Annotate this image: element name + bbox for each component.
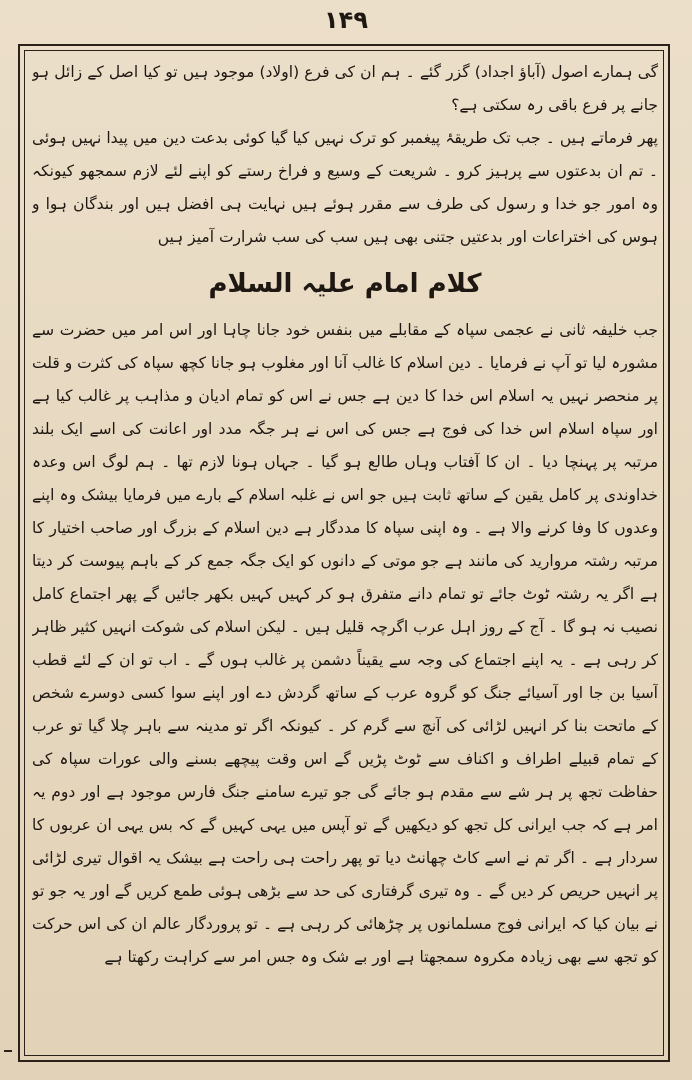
- page-number: ۱۴۹: [324, 6, 368, 34]
- paragraph: گی ہمارے اصول (آباؤ اجداد) گزر گئے ۔ ہم ان کی فرع (اولاد) موجود ہیں تو کیا اصل کے زائل ہو جانے پر فرع باقی رہ سکتی ہے؟: [32, 63, 658, 114]
- margin-mark: [4, 1050, 12, 1052]
- paragraph: پھر فرماتے ہیں ۔ جب تک طریقۂ پیغمبر کو ترک نہیں کیا گیا کوئی بدعت دین میں پیدا نہیں ہوئی ۔ تم ان بدعتوں سے پرہیز کرو ۔ شریعت کے وسیع و فراخ رستے کو اپنے لئے لازم سمجھو کیونکہ وہ امور جو خدا و رسول کی طرف سے مقرر ہوئے ہیں نہایت ہی افضل ہیں اور بندگان ہوا و ہوس کی اختراعات اور بدعتیں جتنی بھی ہیں سب کی سب شرارت آمیز ہیں: [32, 129, 658, 246]
- section-heading: کلام امام علیہ السلام: [208, 269, 482, 299]
- paragraph: جب خلیفہ ثانی نے عجمی سپاہ کے مقابلے میں بنفس خود جانا چاہا اور اس امر میں حضرت سے مشورہ لیا تو آپ نے فرمایا ۔ دین اسلام کا غالب آنا اور مغلوب ہو جانا کچھ سپاہ کی کثرت و قلت پر منحصر نہیں یہ اسلام اس خدا کا دین ہے جس نے اس کو تمام ادیان و مذاہب پر غالب کیا ہے اور سپاہ اسلام اس خدا کی فوج ہے جس کی اس نے ہر جگہ مدد اور اعانت کی اسے ایک بلند مرتبہ پر پہنچا دیا ۔ ان کا آفتاب وہاں طالع ہو گیا ۔ جہاں ہونا لازم تھا ۔ ہم لوگ اس وعدہ خداوندی پر کامل یقین کے ساتھ ثابت ہیں جو اس نے غلبہ اسلام کے بارے میں فرمایا بیشک وہ اپنے وعدوں کا وفا کرنے والا ہے ۔ وہ اپنی سپاہ کا مددگار ہے دین اسلام کے بزرگ اور صاحب اختیار کا مرتبہ رشتہ مروارید کی مانند ہے جو موتی کے دانوں کو ایک جگہ جمع کر کے باہم پیوست کر دیتا ہے اگر یہ رشتہ ٹوٹ جائے تو تمام دانے متفرق ہو کر کہیں کہیں بکھر جائیں گے پھر اجتماع کامل نصیب نہ ہو گا ۔ آج کے روز اہل عرب اگرچہ قلیل ہیں ۔ لیکن اسلام کی شوکت انہیں کثیر ظاہر کر رہی ہے ۔ یہ اپنے اجتماع کی وجہ سے یقیناً دشمن پر غالب ہوں گے ۔ اب تو ان کے لئے قطب آسیا بن جا اور آسیائے جنگ کو گروہ عرب کے ساتھ گردش دے اور اپنے سوا کسی دوسرے شخص کے ماتحت بنا کر انہیں لڑائی کی آنچ سے گرم کر ۔ کیونکہ اگر تو مدینہ سے باہر چلا گیا تو عرب کے تمام قبیلے اطراف و اکناف سے ٹوٹ پڑیں گے اس وقت پیچھے بسنے والی عورات سپاہ کی حفاظت تجھ پر ہر شے سے مقدم ہو جائے گی جو تیرے سامنے جنگ فارس موجود ہے اور دوم یہ امر ہے کہ جب ایرانی کل تجھ کو دیکھیں گے تو آپس میں یہی کہیں گے کہ بس یہی ان عربوں کا سردار ہے ۔ اگر تم نے اسے کاٹ چھانٹ دیا تو پھر راحت ہی راحت ہے بیشک یہ اقوال تیری لڑائی پر انہیں حریص کر دیں گے ۔ وہ تیری گرفتاری کی حد سے بڑھی ہوئی طمع کریں گے اور یہ جو تو نے بیان کیا کہ ایرانی فوج مسلمانوں پر چڑھائی کر رہی ہے ۔ تو پروردگار عالم ان کی اس حرکت کو تجھ سے بھی زیادہ مکروہ سمجھتا ہے اور بے شک وہ جس امر سے کراہت رکھتا ہے: [32, 321, 658, 966]
- page-text: [32, 56, 658, 1052]
